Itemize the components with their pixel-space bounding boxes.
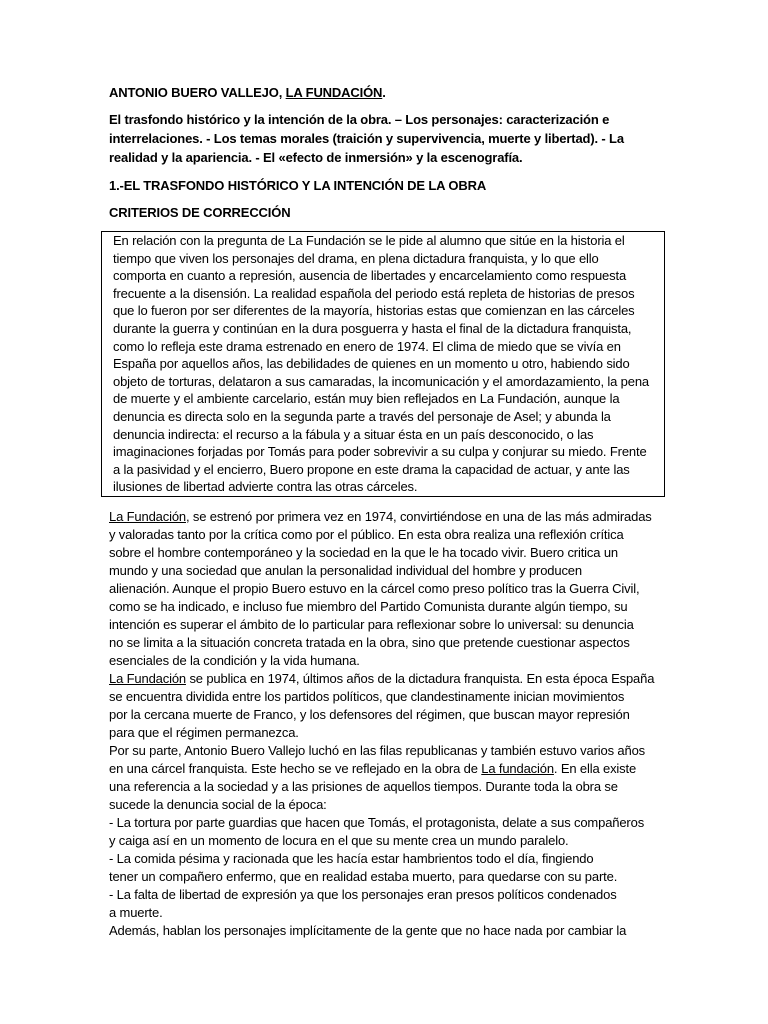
body-text: , se estrenó por primera vez en 1974, convirtiéndose en una de las más admiradas	[185, 509, 652, 524]
body-line: Por su parte, Antonio Buero Vallejo luchó en las filas republicanas y también estuvo varios años	[109, 743, 646, 758]
criteria-line: denuncia es directa solo en la segunda parte a través del personaje de Asel; y abunda la	[113, 409, 611, 424]
document-heading	[109, 84, 386, 101]
body-line: Además, hablan los personajes implícitamente de la gente que no hace nada por cambiar la	[109, 923, 627, 938]
body-line: sucede la denuncia social de la época:	[109, 797, 327, 812]
body-line: mundo y una sociedad que anulan la personalidad individual del hombre y producen	[109, 563, 582, 578]
criteria-line: En relación con la pregunta de La Fundación se le pide al alumno que sitúe en la historia el	[113, 233, 625, 248]
work-title-ref: La fundación	[481, 761, 554, 776]
criteria-line: frecuente a la disensión. La realidad española del periodo está repleta de historias de presos	[113, 285, 635, 301]
body-line: intención es superar el ámbito de lo particular para reflexionar sobre lo universal: su denuncia	[109, 617, 634, 632]
body-text: . En ella existe	[553, 761, 637, 776]
body-line: y caiga así en un momento de locura en el que su mente crea un mundo paralelo.	[109, 833, 569, 848]
criteria-line: que lo fueron por ser diferentes de la mayoría, historias estas que comienzan en las cárceles	[113, 303, 635, 319]
intro-line: El trasfondo histórico y la intención de la obra. – Los personajes: caracterización e	[109, 112, 610, 127]
criteria-title: CRITERIOS DE CORRECCIÓN	[109, 205, 291, 220]
body-line: y valoradas tanto por la crítica como por el público. En esta obra realiza una reflexión crítica	[109, 527, 624, 542]
criteria-line: a la pasividad y el encierro, Buero propone en este drama la capacidad de actuar, y ante las	[113, 461, 630, 477]
bullet-line: - La falta de libertad de expresión ya que los personajes eran presos políticos condenados	[109, 887, 617, 902]
heading-period: .	[382, 85, 386, 100]
bullet-line: - La comida pésima y racionada que les hacía estar hambrientos todo el día, fingiendo	[109, 851, 594, 866]
body-line: a muerte.	[109, 905, 163, 920]
body-line: para que el régimen permanezca.	[109, 725, 299, 740]
body-line: no se limita a la situación concreta tratada en la obra, sino que pretende cuestionar aspectos	[109, 635, 630, 650]
work-title-ref: La Fundación	[109, 509, 186, 524]
body-text: se publica en 1974, últimos años de la dictadura franquista. En esta época España	[185, 671, 655, 686]
body-line	[109, 508, 652, 525]
criteria-line: imaginaciones forjadas por Tomás para poder sobrevivir a su culpa y conjurar su miedo. Frente	[113, 444, 647, 460]
criteria-box	[101, 231, 665, 497]
body-line	[109, 670, 654, 687]
body-line: alienación. Aunque el propio Buero estuvo en la cárcel como preso político tras la Guerra Civil,	[109, 581, 640, 596]
body-line: por la cercana muerte de Franco, y los defensores del régimen, que buscan mayor represión	[109, 707, 630, 722]
body-line: como se ha indicado, e incluso fue miembro del Partido Comunista durante algún tiempo, su	[109, 599, 628, 614]
body-line: esenciales de la condición y la vida humana.	[109, 653, 360, 668]
author-name: ANTONIO BUERO VALLEJO,	[109, 85, 286, 100]
body-line: se encuentra dividida entre los partidos políticos, que clandestinamente inician movimientos	[109, 689, 625, 704]
section-title: 1.-EL TRASFONDO HISTÓRICO Y LA INTENCIÓN DE LA OBRA	[109, 178, 487, 193]
intro-line: interrelaciones. - Los temas morales (traición y supervivencia, muerte y libertad). - La	[109, 131, 624, 146]
bullet-line: - La tortura por parte guardias que hacen que Tomás, el protagonista, delate a sus compañeros	[109, 815, 645, 830]
body-text: en una cárcel franquista. Este hecho se ve reflejado en la obra de	[109, 761, 482, 776]
criteria-line: objeto de torturas, delataron a sus camaradas, la incomunicación y el amordazamiento, la pena	[113, 373, 649, 389]
work-title: LA FUNDACIÓN	[285, 85, 383, 100]
criteria-line: denuncia indirecta: el recurso a la fábula y a situar ésta en un país desconocido, o las	[113, 426, 594, 442]
criteria-line: durante la guerra y continúan en la dura posguerra y hasta el final de la dictadura franquista,	[113, 321, 632, 336]
criteria-line: España por aquellos años, las debilidades de quienes en un momento u otro, habiendo sido	[113, 356, 630, 372]
work-title-ref: La Fundación	[109, 671, 186, 686]
body-line: una referencia a la sociedad y a las prisiones de aquellos tiempos. Durante toda la obra se	[109, 779, 618, 794]
criteria-line: comporta en cuanto a represión, ausencia de libertades y encarcelamiento como respuesta	[113, 268, 627, 284]
body-line	[109, 760, 636, 777]
body-line: tener un compañero enfermo, que en realidad estaba muerto, para quedarse con su parte.	[109, 869, 618, 884]
body-line: sobre el hombre contemporáneo y la sociedad en la que le ha tocado vivir. Buero critica un	[109, 545, 618, 560]
criteria-line: ilusiones de libertad advierte contra las otras cárceles.	[113, 479, 418, 495]
intro-line: realidad y la apariencia. - El «efecto de inmersión» y la escenografía.	[109, 150, 523, 165]
criteria-line: tiempo que viven los personajes del drama, en plena dictadura franquista, y lo que ello	[113, 250, 599, 266]
criteria-line: como lo refleja este drama estrenado en enero de 1974. El clima de miedo que se vivía en	[113, 338, 621, 354]
criteria-line: de muerte y el ambiente carcelario, están muy bien reflejados en La Fundación, aunque la	[113, 391, 620, 407]
